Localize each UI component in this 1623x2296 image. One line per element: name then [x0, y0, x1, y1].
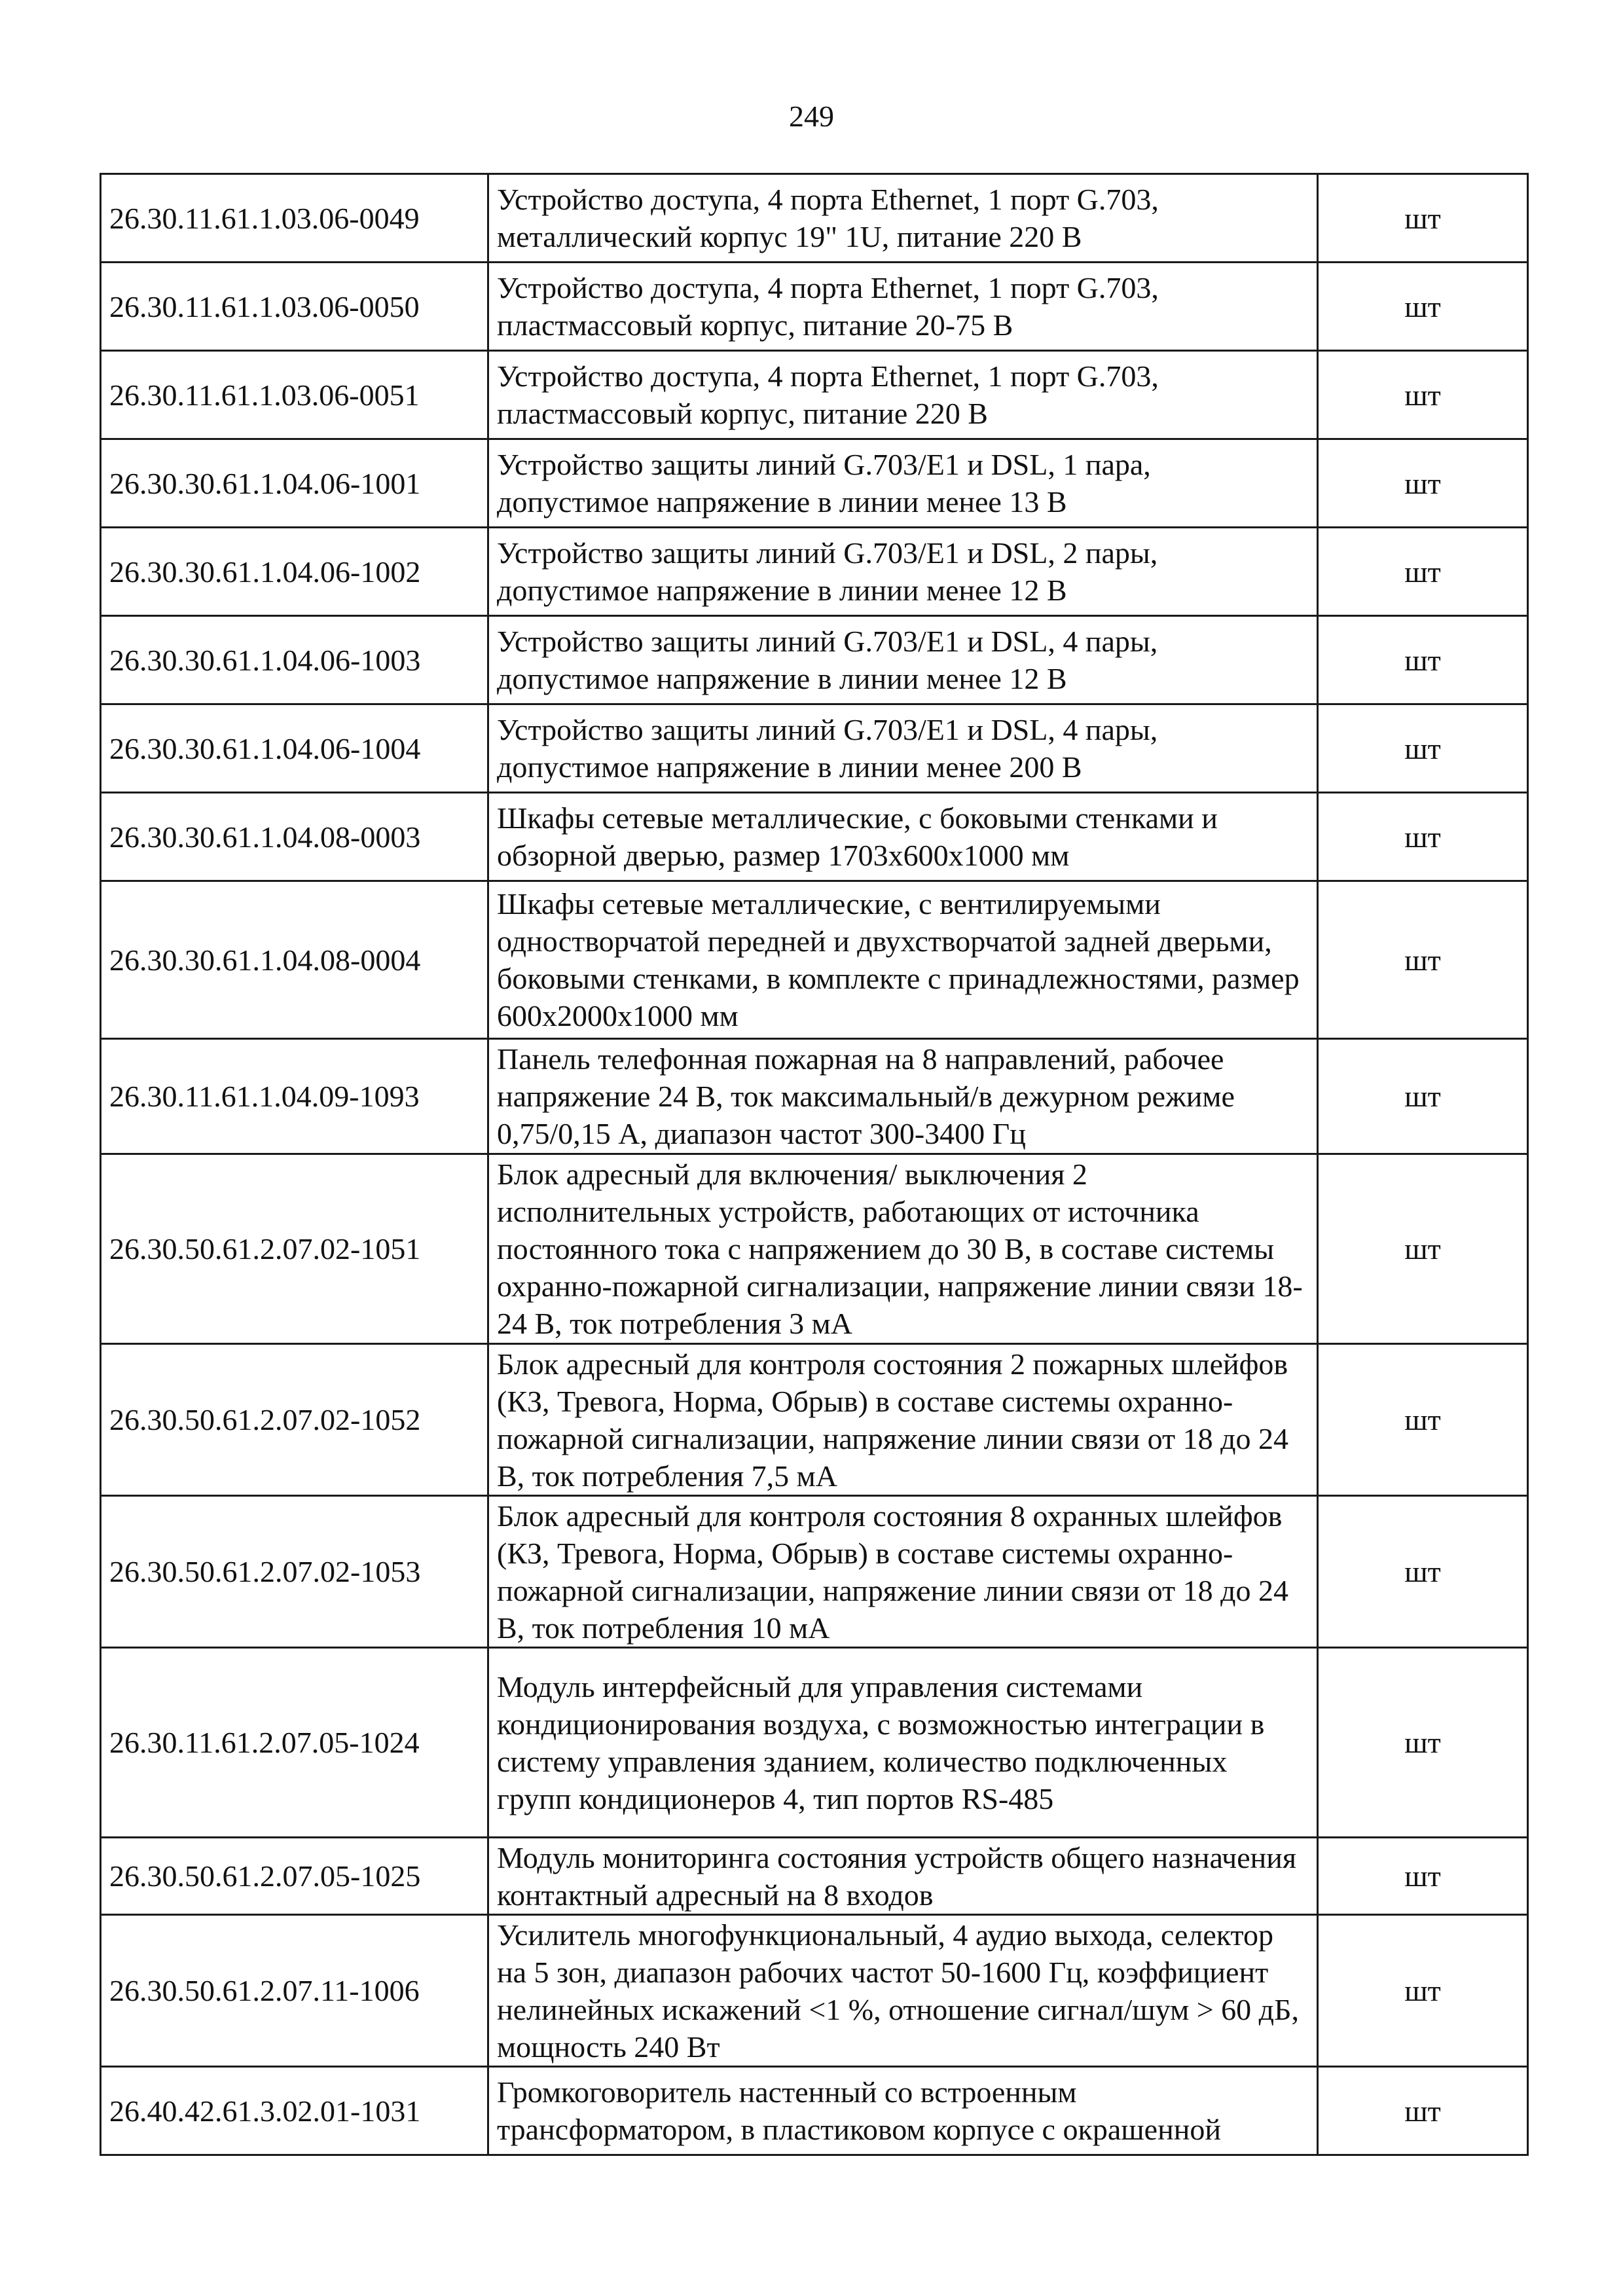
resource-code: 26.30.11.61.2.07.05-1024 [101, 1648, 488, 1838]
table-row [101, 263, 1528, 351]
resource-description: Шкафы сетевые металлические, с боковыми стенками и обзорной дверью, размер 1703x600x1000 мм [488, 793, 1318, 881]
resource-unit: шт [1318, 704, 1528, 793]
resource-unit: шт [1318, 1838, 1528, 1915]
resource-unit: шт [1318, 1496, 1528, 1648]
table-row [101, 1344, 1528, 1496]
table-row [101, 174, 1528, 263]
resource-description: Устройство защиты линий G.703/E1 и DSL, 4 пары, допустимое напряжение в линии менее 200 В [488, 704, 1318, 793]
resource-description: Модуль мониторинга состояния устройств общего назначения контактный адресный на 8 входов [488, 1838, 1318, 1915]
resource-code: 26.30.30.61.1.04.08-0003 [101, 793, 488, 881]
resource-unit: шт [1318, 1915, 1528, 2067]
table-row [101, 1039, 1528, 1154]
resource-code: 26.30.30.61.1.04.06-1001 [101, 439, 488, 528]
resource-description: Устройство защиты линий G.703/E1 и DSL, 4 пары, допустимое напряжение в линии менее 12 В [488, 616, 1318, 704]
resource-unit: шт [1318, 1648, 1528, 1838]
table-row [101, 1496, 1528, 1648]
resource-description: Шкафы сетевые металлические, с вентилируемыми одностворчатой передней и двухстворчатой задней дверьми, боковыми стенками, в комплекте с принадлежностями, размер 600x2000x1000 мм [488, 881, 1318, 1039]
table-row [101, 439, 1528, 528]
resource-description: Устройство доступа, 4 порта Ethernet, 1 порт G.703, металлический корпус 19" 1U, питание 220 В [488, 174, 1318, 263]
resource-unit: шт [1318, 793, 1528, 881]
resource-code: 26.30.11.61.1.04.09-1093 [101, 1039, 488, 1154]
resource-code: 26.30.30.61.1.04.06-1004 [101, 704, 488, 793]
resource-description: Устройство доступа, 4 порта Ethernet, 1 порт G.703, пластмассовый корпус, питание 20-75 В [488, 263, 1318, 351]
table-row [101, 881, 1528, 1039]
resource-code: 26.30.30.61.1.04.08-0004 [101, 881, 488, 1039]
resource-code: 26.30.50.61.2.07.11-1006 [101, 1915, 488, 2067]
resource-code: 26.30.11.61.1.03.06-0051 [101, 351, 488, 439]
resource-description: Громкоговоритель настенный со встроенным трансформатором, в пластиковом корпусе с окрашенной [488, 2067, 1318, 2155]
table-row [101, 1838, 1528, 1915]
resource-unit: шт [1318, 263, 1528, 351]
table-row [101, 2067, 1528, 2155]
table-row [101, 351, 1528, 439]
resource-description: Блок адресный для включения/ выключения 2 исполнительных устройств, работающих от источника постоянного тока с напряжением до 30 В, в составе системы охранно-пожарной сигнализации, напряжение линии связи 18-24 В, ток потребления 3 мА [488, 1154, 1318, 1344]
resource-description: Устройство доступа, 4 порта Ethernet, 1 порт G.703, пластмассовый корпус, питание 220 В [488, 351, 1318, 439]
resource-unit: шт [1318, 528, 1528, 616]
resource-description: Блок адресный для контроля состояния 8 охранных шлейфов (КЗ, Тревога, Норма, Обрыв) в составе системы охранно-пожарной сигнализации, напряжение линии связи от 18 до 24 В, ток потребления 10 мА [488, 1496, 1318, 1648]
resource-unit: шт [1318, 616, 1528, 704]
resource-unit: шт [1318, 1039, 1528, 1154]
resource-code: 26.30.50.61.2.07.05-1025 [101, 1838, 488, 1915]
resource-description: Модуль интерфейсный для управления системами кондиционирования воздуха, с возможностью интеграции в систему управления зданием, количество подключенных групп кондиционеров 4, тип портов RS-485 [488, 1648, 1318, 1838]
resource-unit: шт [1318, 439, 1528, 528]
resource-table [100, 173, 1529, 2156]
table-row [101, 1154, 1528, 1344]
resource-unit: шт [1318, 1344, 1528, 1496]
resource-unit: шт [1318, 2067, 1528, 2155]
table-row [101, 793, 1528, 881]
table-row [101, 704, 1528, 793]
resource-code: 26.30.30.61.1.04.06-1003 [101, 616, 488, 704]
table-row [101, 616, 1528, 704]
resource-unit: шт [1318, 1154, 1528, 1344]
resource-code: 26.30.30.61.1.04.06-1002 [101, 528, 488, 616]
table-row [101, 1915, 1528, 2067]
resource-description: Устройство защиты линий G.703/E1 и DSL, 1 пара, допустимое напряжение в линии менее 13 В [488, 439, 1318, 528]
resource-code: 26.30.50.61.2.07.02-1053 [101, 1496, 488, 1648]
resource-description: Устройство защиты линий G.703/E1 и DSL, 2 пары, допустимое напряжение в линии менее 12 В [488, 528, 1318, 616]
resource-description: Блок адресный для контроля состояния 2 пожарных шлейфов (КЗ, Тревога, Норма, Обрыв) в составе системы охранно-пожарной сигнализации, напряжение линии связи от 18 до 24 В, ток потребления 7,5 мА [488, 1344, 1318, 1496]
table-row [101, 528, 1528, 616]
table-row [101, 1648, 1528, 1838]
resource-unit: шт [1318, 351, 1528, 439]
resource-unit: шт [1318, 174, 1528, 263]
resource-code: 26.30.11.61.1.03.06-0049 [101, 174, 488, 263]
resource-unit: шт [1318, 881, 1528, 1039]
resource-code: 26.40.42.61.3.02.01-1031 [101, 2067, 488, 2155]
resource-description: Панель телефонная пожарная на 8 направлений, рабочее напряжение 24 В, ток максимальный/в дежурном режиме 0,75/0,15 А, диапазон частот 300-3400 Гц [488, 1039, 1318, 1154]
resource-code: 26.30.11.61.1.03.06-0050 [101, 263, 488, 351]
resource-code: 26.30.50.61.2.07.02-1051 [101, 1154, 488, 1344]
resource-description: Усилитель многофункциональный, 4 аудио выхода, селектор на 5 зон, диапазон рабочих частот 50-1600 Гц, коэффициент нелинейных искажений <1 %, отношение сигнал/шум > 60 дБ, мощность 240 Вт [488, 1915, 1318, 2067]
resource-code: 26.30.50.61.2.07.02-1052 [101, 1344, 488, 1496]
page-number: 249 [789, 100, 834, 133]
